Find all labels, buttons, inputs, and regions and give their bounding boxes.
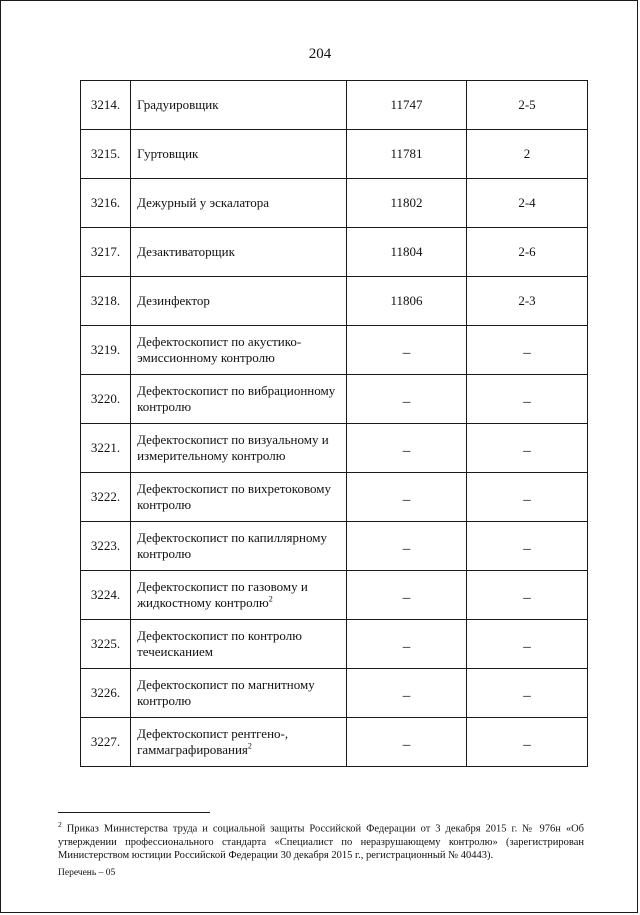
footnote-reference: 2 (247, 741, 252, 751)
occupation-name (131, 718, 347, 767)
occupation-name (131, 571, 347, 620)
table-row (81, 375, 588, 424)
occupation-name-text: Дефектоскопист по вихретоковому контролю (137, 481, 331, 512)
grade-range (466, 571, 587, 620)
grade-range (466, 375, 587, 424)
row-number-text: 3216. (90, 195, 121, 210)
row-number-text: 3215. (90, 146, 121, 161)
row-number-text: 3217. (90, 244, 121, 259)
grade-range (466, 473, 587, 522)
occupation-code-text: 11806 (390, 293, 423, 308)
occupation-name (131, 375, 347, 424)
occupation-name-text: Дежурный у эскалатора (137, 195, 270, 210)
occupation-name (131, 473, 347, 522)
row-number-text: 3226. (90, 685, 121, 700)
occupation-code (347, 424, 467, 473)
occupation-code-text: 11804 (390, 244, 423, 259)
occupation-code-text: – (402, 492, 411, 508)
occupation-code-text: – (402, 443, 411, 459)
occupation-name-text: Дефектоскопист по визуальному и измерительному контролю (137, 432, 329, 463)
grade-range-text: 2 (523, 146, 531, 161)
row-number-text: 3225. (90, 636, 121, 651)
table-row (81, 718, 588, 767)
footnote-marker: 2 (58, 820, 62, 829)
occupation-code-text: 11781 (390, 146, 423, 161)
row-number-text: 3220. (90, 391, 121, 406)
footnote-separator (58, 812, 210, 813)
occupation-code (347, 375, 467, 424)
row-number (81, 81, 131, 130)
grade-range (466, 179, 587, 228)
occupation-name-text: Гуртовщик (137, 146, 199, 161)
grade-range (466, 522, 587, 571)
table-row (81, 277, 588, 326)
occupation-name (131, 326, 347, 375)
grade-range (466, 130, 587, 179)
grade-range (466, 277, 587, 326)
table-row (81, 473, 588, 522)
table-row (81, 130, 588, 179)
grade-range (466, 718, 587, 767)
occupation-name-text: Градуировщик (137, 97, 219, 112)
occupation-code (347, 179, 467, 228)
grade-range-text: – (523, 541, 531, 557)
occupation-code-text: – (402, 590, 411, 606)
occupation-code (347, 473, 467, 522)
row-number (81, 571, 131, 620)
table-row (81, 522, 588, 571)
occupation-name (131, 522, 347, 571)
row-number-text: 3224. (90, 587, 121, 602)
occupation-name-text: Дезактиваторщик (137, 244, 235, 259)
row-number-text: 3222. (90, 489, 121, 504)
row-number (81, 473, 131, 522)
occupation-code (347, 620, 467, 669)
grade-range-text: 2-6 (518, 244, 536, 259)
occupation-code-text: – (402, 737, 411, 753)
occupation-code-text: – (402, 394, 411, 410)
table-row (81, 326, 588, 375)
row-number-text: 3214. (90, 97, 121, 112)
row-number (81, 669, 131, 718)
table-row (81, 571, 588, 620)
grade-range-text: 2-5 (518, 97, 536, 112)
occupation-code-text: 11747 (390, 97, 423, 112)
occupation-code (347, 81, 467, 130)
occupation-name-text: Дефектоскопист по контролю течеисканием (137, 628, 302, 659)
grade-range-text: – (523, 688, 531, 704)
occupation-code-text: 11802 (390, 195, 423, 210)
page-number: 204 (308, 46, 332, 62)
grade-range (466, 81, 587, 130)
occupation-code-text: – (402, 345, 411, 361)
occupation-code-text: – (402, 639, 411, 655)
occupation-code (347, 326, 467, 375)
occupation-code (347, 130, 467, 179)
grade-range-text: – (523, 737, 531, 753)
occupations-table (80, 80, 588, 767)
row-number (81, 326, 131, 375)
footnote (58, 818, 584, 862)
row-number (81, 179, 131, 228)
occupation-code (347, 522, 467, 571)
table-row (81, 228, 588, 277)
occupation-name-text: Дефектоскопист по акустико-эмиссионному контролю (137, 334, 302, 365)
row-number (81, 424, 131, 473)
row-number (81, 228, 131, 277)
row-number (81, 277, 131, 326)
grade-range-text: – (523, 639, 531, 655)
occupation-name (131, 424, 347, 473)
row-number (81, 522, 131, 571)
occupation-name-text: Дефектоскопист по магнитному контролю (137, 677, 315, 708)
row-number (81, 130, 131, 179)
footnote-text: Приказ Министерства труда и социальной защиты Российской Федерации от 3 декабря 2015 г. № 976н «Об утверждении профессионального стандарта «Специалист по неразрушающему контролю» (зарегистрирован Министерством юстиции Российской Федерации 30 декабря 2015 г., регистрационный № 40443). (58, 823, 584, 861)
occupation-code (347, 669, 467, 718)
grade-range (466, 424, 587, 473)
table-row (81, 424, 588, 473)
grade-range (466, 669, 587, 718)
occupation-name-text: Дезинфектор (137, 293, 210, 308)
table-body (81, 81, 588, 767)
grade-range (466, 326, 587, 375)
grade-range-text: – (523, 443, 531, 459)
grade-range-text: – (523, 492, 531, 508)
occupation-name (131, 81, 347, 130)
grade-range-text: – (523, 345, 531, 361)
occupation-name (131, 277, 347, 326)
row-number-text: 3218. (90, 293, 121, 308)
occupation-code (347, 718, 467, 767)
row-number (81, 375, 131, 424)
grade-range (466, 228, 587, 277)
occupation-name (131, 130, 347, 179)
row-number-text: 3227. (90, 734, 121, 749)
row-number (81, 620, 131, 669)
occupation-name (131, 669, 347, 718)
footnote-reference: 2 (268, 594, 273, 604)
grade-range-text: – (523, 590, 531, 606)
footer-label: Перечень – 05 (58, 868, 116, 878)
occupation-name-text: Дефектоскопист по капиллярному контролю (137, 530, 327, 561)
grade-range (466, 620, 587, 669)
table-row (81, 669, 588, 718)
occupation-name (131, 228, 347, 277)
row-number-text: 3223. (90, 538, 121, 553)
occupation-name-text: Дефектоскопист рентгено-, гаммаграфирования (137, 726, 289, 757)
occupation-name (131, 620, 347, 669)
occupation-code-text: – (402, 688, 411, 704)
row-number-text: 3221. (90, 440, 121, 455)
occupation-code (347, 277, 467, 326)
occupation-code (347, 228, 467, 277)
occupation-name-text: Дефектоскопист по газовому и жидкостному контролю (137, 579, 308, 610)
row-number (81, 718, 131, 767)
grade-range-text: 2-4 (518, 195, 536, 210)
grade-range-text: – (523, 394, 531, 410)
table-row (81, 81, 588, 130)
occupation-code (347, 571, 467, 620)
row-number-text: 3219. (90, 342, 121, 357)
occupation-code-text: – (402, 541, 411, 557)
table-row (81, 620, 588, 669)
occupation-name-text: Дефектоскопист по вибрационному контролю (137, 383, 336, 414)
table-row (81, 179, 588, 228)
grade-range-text: 2-3 (518, 293, 536, 308)
occupation-name (131, 179, 347, 228)
